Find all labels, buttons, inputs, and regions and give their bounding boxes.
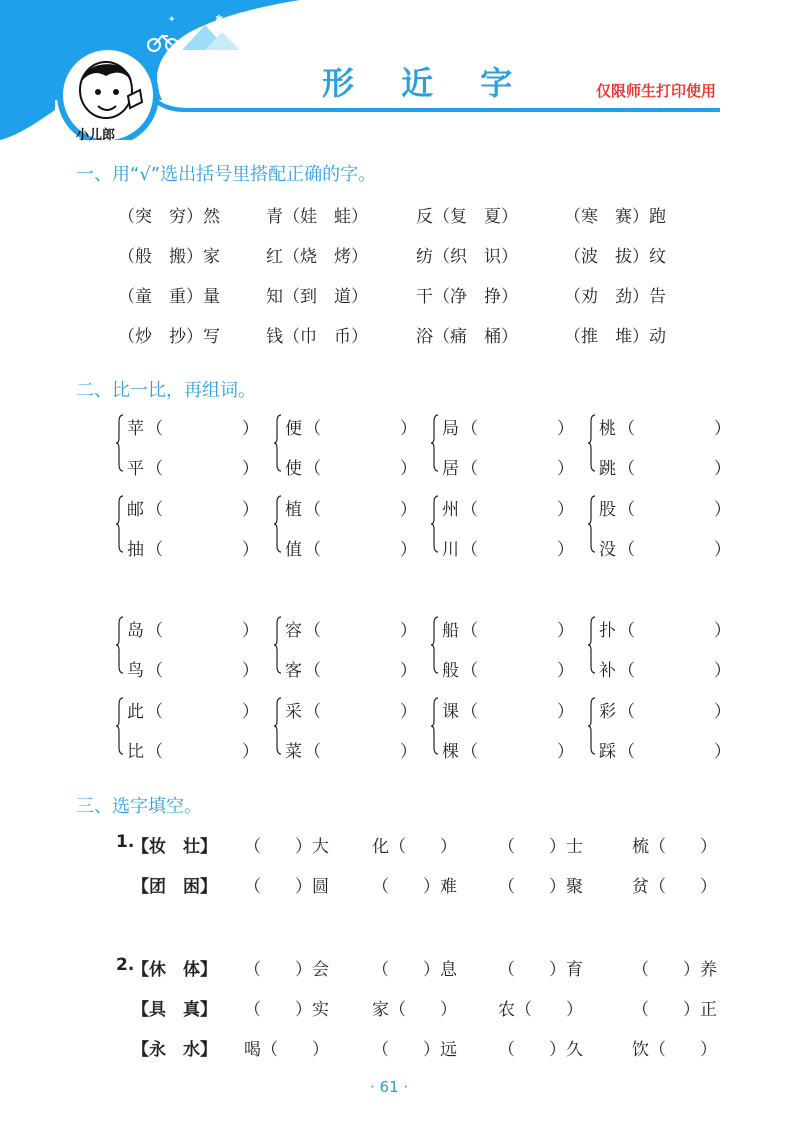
fill-blank[interactable]: （ ）息 [372,960,457,980]
char-options: 【永 水】 [132,1040,217,1060]
char-label: 局 [442,419,459,439]
fill-blank[interactable]: 家（ ） [372,1000,457,1020]
choice-item[interactable]: （炒 抄）写 [118,327,220,347]
char-options: 【妆 壮】 [132,837,217,857]
char-label: 股 [599,500,616,520]
word-pair: 扑 （ ） 补 （ ） [588,614,743,676]
char-label: 彩 [599,702,616,722]
char-label: 苹 [127,419,144,439]
brace-icon [274,616,282,674]
choice-item[interactable]: （推 堆）动 [564,327,666,347]
word-pair: 局 （ ） 居 （ ） [431,412,586,474]
char-label: 桃 [599,419,616,439]
fill-blank[interactable]: （ ）久 [498,1040,583,1060]
choice-item[interactable]: （般 搬）家 [118,247,220,267]
char-label: 植 [285,500,302,520]
char-label: 鸟 [127,661,144,681]
fill-blank[interactable]: 贫（ ） [632,877,717,897]
choice-item[interactable]: 红（烧 烤） [266,247,368,267]
choice-item[interactable]: （劝 劲）告 [564,287,666,307]
fill-blank[interactable]: （ ）正 [632,1000,717,1020]
word-pair: 此 （ ） 比 （ ） [116,695,271,757]
mascot-label: 小儿郎 [76,128,116,143]
choice-item[interactable]: 钱（巾 币） [266,327,368,347]
char-label: 棵 [442,742,459,762]
char-options: 【具 真】 [132,1000,217,1020]
word-pair: 邮 （ ） 抽 （ ） [116,493,271,555]
question-number: 2. [116,955,135,975]
fill-blank[interactable]: （ ）圆 [244,877,329,897]
char-options: 【团 困】 [132,877,217,897]
fill-blank[interactable]: 农（ ） [498,1000,583,1020]
char-label: 般 [442,661,459,681]
brace-icon [274,495,282,553]
char-label: 客 [285,661,302,681]
brace-icon [116,414,124,472]
section3-heading: 三、选字填空。 [76,796,202,817]
brace-icon [588,616,596,674]
fill-blank[interactable]: 喝（ ） [244,1040,329,1060]
question-number: 1. [116,832,135,852]
fill-blank[interactable]: （ ）难 [372,877,457,897]
choice-item[interactable]: 知（到 道） [266,287,368,307]
brace-icon [588,414,596,472]
char-label: 没 [599,540,616,560]
char-label: 补 [599,661,616,681]
char-label: 容 [285,621,302,641]
word-pair: 彩 （ ） 踩 （ ） [588,695,743,757]
char-label: 菜 [285,742,302,762]
choice-item[interactable]: （童 重）量 [118,287,220,307]
word-pair: 岛 （ ） 鸟 （ ） [116,614,271,676]
fill-blank[interactable]: 饮（ ） [632,1040,717,1060]
fill-blank[interactable]: （ ）士 [498,837,583,857]
fill-blank[interactable]: （ ）大 [244,837,329,857]
choice-item[interactable]: 纺（织 识） [416,247,518,267]
fill-blank[interactable]: （ ）远 [372,1040,457,1060]
word-pair: 船 （ ） 般 （ ） [431,614,586,676]
char-label: 采 [285,702,302,722]
word-pair: 州 （ ） 川 （ ） [431,493,586,555]
char-label: 川 [442,540,459,560]
char-label: 岛 [127,621,144,641]
choice-item[interactable]: 浴（痛 桶） [416,327,518,347]
section1-heading: 一、用“√”选出括号里搭配正确的字。 [76,164,377,185]
fill-blank[interactable]: （ ）养 [632,960,717,980]
brace-icon [431,414,439,472]
fill-blank[interactable]: （ ）实 [244,1000,329,1020]
choice-item[interactable]: （寒 赛）跑 [564,207,666,227]
fill-blank[interactable]: （ ）育 [498,960,583,980]
char-label: 使 [285,459,302,479]
fill-blank[interactable]: （ ）聚 [498,877,583,897]
brace-icon [116,697,124,755]
word-pair: 植 （ ） 值 （ ） [274,493,429,555]
char-label: 比 [127,742,144,762]
brace-icon [116,495,124,553]
fill-blank[interactable]: 梳（ ） [632,837,717,857]
print-notice: 仅限师生打印使用 [596,82,717,100]
word-pair: 苹 （ ） 平 （ ） [116,412,271,474]
char-label: 便 [285,419,302,439]
mascot-icon [66,50,150,130]
word-pair: 便 （ ） 使 （ ） [274,412,429,474]
svg-text:✱: ✱ [215,14,224,25]
char-label: 此 [127,702,144,722]
brace-icon [588,495,596,553]
char-label: 平 [127,459,144,479]
word-pair: 股 （ ） 没 （ ） [588,493,743,555]
word-pair: 课 （ ） 棵 （ ） [431,695,586,757]
char-label: 居 [442,459,459,479]
brace-icon [431,495,439,553]
brace-icon [588,697,596,755]
fill-blank[interactable]: （ ）会 [244,960,329,980]
word-pair: 桃 （ ） 跳 （ ） [588,412,743,474]
section2-heading: 二、比一比，再组词。 [76,380,256,401]
fill-blank[interactable]: 化（ ） [372,837,457,857]
brace-icon [274,414,282,472]
char-label: 邮 [127,500,144,520]
choice-item[interactable]: 青（娃 蛙） [266,207,368,227]
word-pair: 采 （ ） 菜 （ ） [274,695,429,757]
char-label: 课 [442,702,459,722]
svg-text:✦: ✦ [168,15,176,25]
char-label: 州 [442,500,459,520]
char-label: 扑 [599,621,616,641]
char-label: 踩 [599,742,616,762]
page-title: 形 近 字 [322,64,531,102]
brace-icon [116,616,124,674]
char-options: 【休 体】 [132,960,217,980]
choice-item[interactable]: 干（净 挣） [416,287,518,307]
word-pair: 容 （ ） 客 （ ） [274,614,429,676]
choice-item[interactable]: 反（复 夏） [416,207,518,227]
char-label: 抽 [127,540,144,560]
choice-item[interactable]: （波 拔）纹 [564,247,666,267]
brace-icon [431,697,439,755]
char-label: 值 [285,540,302,560]
choice-item[interactable]: （突 穷）然 [118,207,220,227]
brace-icon [274,697,282,755]
char-label: 船 [442,621,459,641]
char-label: 跳 [599,459,616,479]
brace-icon [431,616,439,674]
page-number: · 61 · [370,1078,409,1096]
